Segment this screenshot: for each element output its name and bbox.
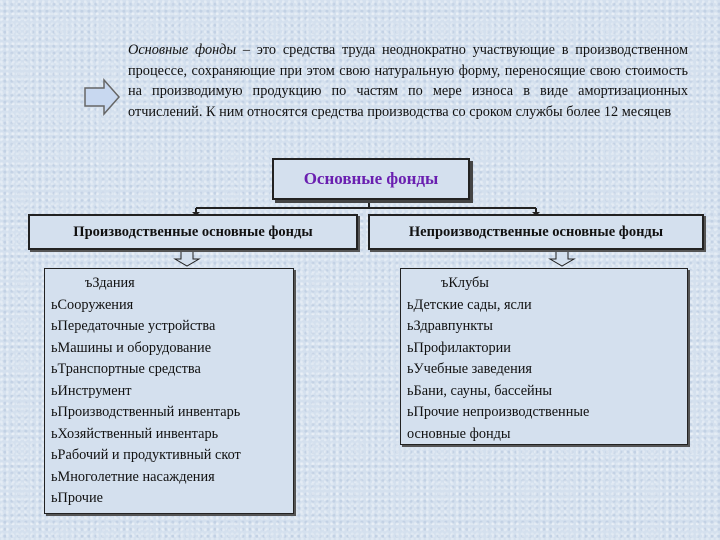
list-item: основные фонды bbox=[407, 425, 511, 442]
list-item: ьПроизводственный инвентарь bbox=[51, 404, 241, 420]
list-item: ьУчебные заведения bbox=[407, 361, 532, 377]
definition-body: – это средства труда неоднократно участвующие в производственном процессе, сохраняющие при этом свою натуральную форму, переносящие свою стоимость на производимую продукцию по частям по мере износа в виде амортизационных отчислений. К ним относятся средства производства со сроком службы более 12 месяцев bbox=[128, 42, 688, 120]
center-title: Основные фонды bbox=[303, 169, 439, 188]
list-item: ъКлубы bbox=[441, 275, 489, 291]
left-header-box bbox=[28, 214, 358, 250]
left-list-box bbox=[44, 268, 294, 514]
list-item: ьМноголетние насаждения bbox=[51, 468, 215, 485]
down-arrow-icon bbox=[175, 251, 199, 266]
list-item: ьМашины и оборудование bbox=[51, 339, 212, 356]
right-list-box bbox=[400, 268, 688, 445]
list-item: ьСооружения bbox=[51, 296, 134, 313]
list-item: ьПрофилактории bbox=[407, 339, 511, 356]
down-arrow-icon bbox=[550, 251, 574, 266]
list-item: ъЗдания bbox=[85, 275, 135, 291]
list-item: ьПередаточные устройства bbox=[51, 318, 216, 334]
right-header-title: Непроизводственные основные фонды bbox=[408, 223, 664, 240]
definition-term: Основные фонды bbox=[128, 42, 237, 58]
right-arrow-icon bbox=[84, 78, 120, 118]
definition-text bbox=[128, 40, 688, 122]
left-header-title: Производственные основные фонды bbox=[73, 223, 313, 240]
list-item: ьХозяйственный инвентарь bbox=[51, 425, 219, 442]
list-item: ьПрочие bbox=[51, 490, 103, 506]
list-item: ьТранспортные средства bbox=[51, 361, 201, 377]
center-title-box bbox=[272, 158, 470, 200]
list-item: ьПрочие непроизводственные bbox=[407, 404, 590, 420]
list-item: ьДетские сады, ясли bbox=[407, 296, 532, 313]
list-item: ьИнструмент bbox=[51, 382, 132, 399]
list-item: ьЗдравпункты bbox=[407, 318, 493, 334]
right-header-box bbox=[368, 214, 704, 250]
list-item: ьБани, сауны, бассейны bbox=[407, 382, 552, 399]
list-item: ьРабочий и продуктивный скот bbox=[51, 447, 241, 463]
